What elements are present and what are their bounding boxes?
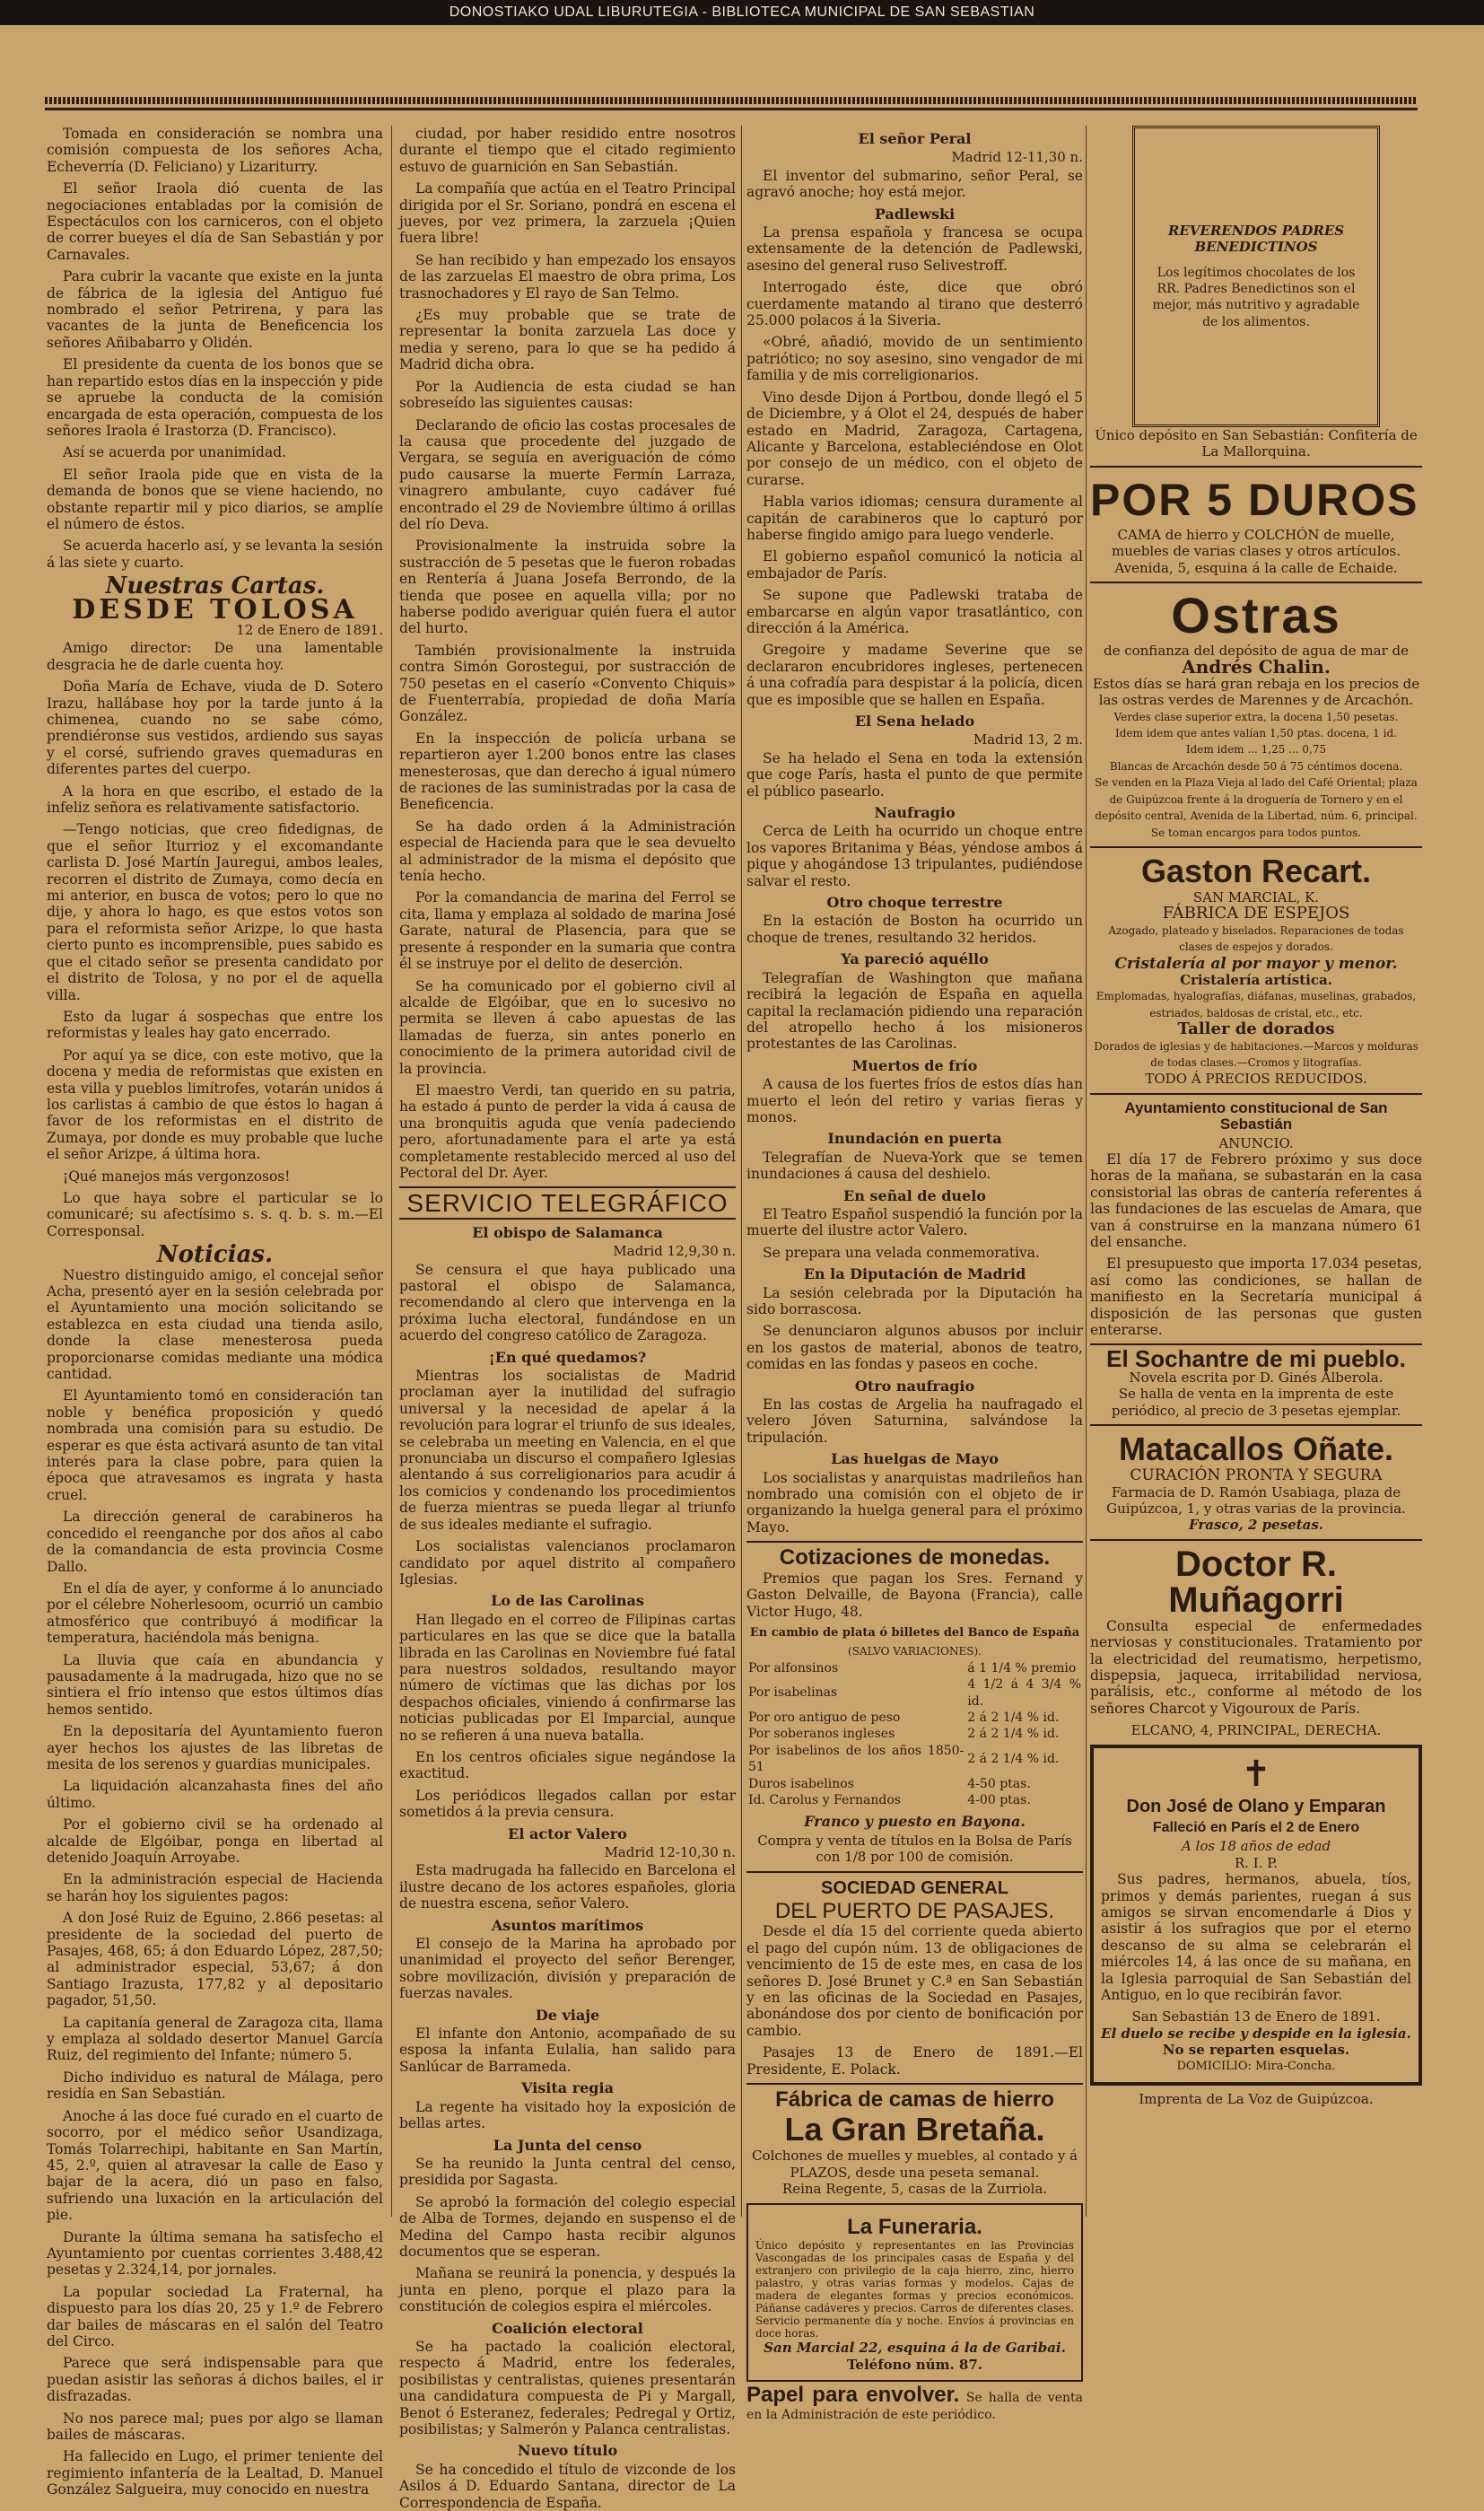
ad-title-puerto: DEL PUERTO DE PASAJES.	[774, 1899, 1055, 1923]
paragraph: A causa de los fuertes fríos de estos días han muerto el león del retiro y varias fieras y monos.	[746, 1076, 1083, 1125]
ad-subtitle: CURACIÓN PRONTA Y SEGURA	[1130, 1466, 1383, 1485]
paragraph: La prensa española y francesa se ocupa extensamente de la detención de Padlewski, asesino del general ruso Selivestroff.	[746, 224, 1083, 274]
paragraph: Pasajes 13 de Enero de 1891.—El Presidente, E. Polack.	[746, 2044, 1083, 2078]
table-row	[746, 1726, 1083, 1742]
paragraph: Por aquí ya se dice, con este motivo, que la docena y media de reformistas que existen en esta villa y pueblos limítrofes, votarán unidos á los carlistas á cambio de que éstos lo hagan á favor de los reformistas en el distrito de Zumaya, por donde es muy probable que luche el señor Arizpe, á última hora.	[47, 1046, 383, 1163]
paragraph: —Tengo noticias, que creo fidedignas, de que el señor Iturrioz y el excomandante carlista D. José Martín Jauregui, ambos leales, recorren el distrito de Zumaya, como decía en mi anterior, en busca de votos; pero lo que no dije, y ahora lo hago, es que estos votos son para el reformista señor Arizpe, lo que hasta cierto punto es incomprensible, pues sabido es que el citado señor se presenta candidato por el distrito de Tolosa, y no por el de aquella villa.	[47, 821, 383, 1003]
paragraph: Se acuerda hacerlo así, y se levanta la sesión á las siete y cuarto.	[47, 538, 383, 571]
ad-text: Dorados de iglesias y de habitaciones.—Marcos y molduras de todas clases.—Cromos y litografías.	[1094, 1039, 1419, 1069]
subheading: Nuevo título	[517, 2442, 618, 2460]
subheading: Otro choque terrestre	[826, 894, 1003, 912]
table-cell: 4 1/2 á 4 3/4 % id.	[967, 1677, 1081, 1709]
paragraph: La dirección general de carabineros ha concedido el reenganche por dos años al cabo de la comandancia de esta provincia Cosme Dallo.	[47, 1509, 383, 1575]
ad-phone: Teléfono núm. 87.	[846, 2356, 983, 2373]
paragraph: Esto da lugar á sospechas que entre los reformistas y leales hay gato encerrado.	[47, 1008, 383, 1042]
paragraph: Tomada en consideración se nombra una comisión compuesta de los señores Acha, Echeverría (D. Feliciano) y Lizariturry.	[47, 126, 383, 175]
paragraph: No nos parece mal; pues por algo se llaman bailes de máscaras.	[47, 2410, 383, 2443]
paragraph: En los centros oficiales sigue negándose la exactitud.	[399, 1748, 736, 1782]
divider	[746, 1541, 1083, 1543]
section-title-telegrafico: SERVICIO TELEGRÁFICO	[406, 1189, 729, 1218]
paragraph: Así se acuerda por unanimidad.	[63, 444, 287, 461]
obituary-rip: R. I. P.	[1234, 1854, 1279, 1871]
ad-subtitle: ANUNCIO.	[1218, 1134, 1294, 1151]
archive-header-text: DONOSTIAKO UDAL LIBURUTEGIA - BIBLIOTECA MUNICIPAL DE SAN SEBASTIAN	[449, 4, 1035, 20]
table-cell: Duros isabelinos	[748, 1776, 854, 1791]
subheading: Asuntos marítimos	[491, 1916, 644, 1934]
paragraph: A la hora en que escribo, el estado de la infeliz señora es relativamente satisfactorio.	[47, 783, 383, 817]
paragraph: Se supone que Padlewski trataba de embarcarse en algún vapor trasatlántico, con dirección á la América.	[746, 587, 1083, 636]
paragraph: El día 17 de Febrero próximo y sus doce horas de la mañana, se subastarán en la casa consistorial las obras de cantería referentes á las fundaciones de las escuelas de Amara, que van á construirse en la manzana número 61 del ensanche.	[1090, 1151, 1422, 1251]
subheading: De viaje	[535, 2006, 600, 2024]
paragraph: La liquidación alcanzahasta fines del año último.	[47, 1778, 383, 1811]
paragraph: La compañía que actúa en el Teatro Principal dirigida por el Sr. Soriano, pondrá en escena el jueves, por vez primera, la zarzuela ¡Quien fuera libre!	[399, 180, 736, 247]
column-1	[47, 126, 383, 2498]
ad-address: San Marcial 22, esquina á la de Garibai.	[764, 2340, 1066, 2357]
paragraph: ¿Es muy probable que se trate de representar la bonita zarzuela Las doce y media y sereno, para lo que se ha pedido á Madrid dicha obra.	[399, 307, 736, 373]
paragraph: La lluvia que caía en abundancia y pausadamente á la madrugada, hizo que no se sintiera el frío intenso que estos últimos días hemos sentido.	[47, 1651, 383, 1718]
paragraph: Para cubrir la vacante que existe en la junta de fábrica de la iglesia del Antiguo fué nombrado el señor Petrirena, y para las vacantes de la junta de Beneficencia los señores Añibabarro y Olidén.	[47, 268, 383, 351]
paragraph: Ha fallecido en Lugo, el primer teniente del regimiento infantería de la Lealtad, D. Manuel González Salgueira, muy conocido en nuestra	[47, 2448, 383, 2498]
column-divider	[1086, 126, 1087, 2217]
paragraph: Por el gobierno civil se ha ordenado al alcalde de Elgóibar, ponga en libertad al detenido Joaquín Arroyabe.	[47, 1816, 383, 1866]
obituary-date: San Sebastián 13 de Enero de 1891.	[1131, 2008, 1381, 2025]
divider	[1090, 1424, 1422, 1426]
subheading: En cambio de plata ó billetes del Banco de España	[749, 1625, 1080, 1640]
paragraph: Dicho individuo es natural de Málaga, pero residía en San Sebastián.	[47, 2069, 383, 2103]
ad-text: de confianza del depósito de agua de mar de	[1103, 643, 1410, 660]
paragraph: La sesión celebrada por la Diputación ha sido borrascosa.	[746, 1284, 1083, 1317]
paragraph: Mañana se reunirá la ponencia, y después la junta en pleno, porque el plazo para la constitución de colegios espira el miércoles.	[399, 2265, 736, 2315]
ad-price-row: Verdes clase superior extra, la docena 1,50 pesetas.	[1113, 710, 1399, 723]
ad-title-sociedad: SOCIEDAD GENERAL	[821, 1877, 1008, 1898]
subheading: Muertos de frío	[851, 1056, 978, 1074]
dateline: Madrid 12-10,30 n.	[604, 1844, 736, 1860]
paragraph: Se denunciaron algunos abusos por incluir en los gastos de material, abonos de teatro, comidas en las fondas y paseos en coche.	[746, 1323, 1083, 1373]
imprint: Imprenta de La Voz de Guipúzcoa.	[1139, 2091, 1374, 2108]
divider	[1090, 1093, 1422, 1095]
paragraph: Durante la última semana ha satisfecho el Ayuntamiento por cuentas corrientes 3.488,42 pesetas y 2.324,14, por jornales.	[47, 2228, 383, 2279]
paragraph: Telegrafían de Washington que mañana recibirá la legación de España en aquella capital la reclamación pidiendo una reparación del atropello hecho á los misioneros protestantes de las Carolinas.	[746, 969, 1083, 1053]
subheading: ¡En qué quedamos?	[488, 1348, 647, 1366]
paragraph: La regente ha visitado hoy la exposición de bellas artes.	[399, 2098, 736, 2132]
ad-text: Emplomadas, hyalografías, diáfanas, muselinas, grabados, estriados, baldosas de cristal, etc., etc.	[1096, 990, 1417, 1019]
paragraph: Sus padres, hermanos, abuela, tíos, primos y demás parientes, ruegan á sus amigos se sirvan encomendarle á Dios y asistir á los sufragios que por el eterno descanso de su alma se celebrarán el miércoles 14, á las once de su mañana, en la Iglesia parroquial de San Sebastián del Antiguo, en lo que recibirán favor.	[1101, 1871, 1411, 2004]
paragraph: El señor Iraola pide que en vista de la demanda de bonos que se viene haciendo, no obstante repartir mil y pico diarios, se amplíe el número de éstos.	[47, 466, 383, 532]
paragraph: En la depositaría del Ayuntamiento fueron ayer hechos los ajustes de las libretas de mesita de los serenos y guardias municipales.	[47, 1723, 383, 1772]
paragraph: A don José Ruiz de Eguino, 2.866 pesetas: al presidente de la sociedad del puerto de Pasajes, 468, 65; á don Eduardo López, 287,50; al administrador especial, 53,67; á don Santiago Irazusta, 177,82 y al depositario pagador, 51,50.	[47, 1910, 383, 2009]
ad-text: Único depósito y representantes en las Provincias Vascongadas de los principales casas de España y del extranjero con privilegio de la caja hierro, zinc, hierro palastro, y otras varias formas y modelos. Cajas de madera de elegantes formas y precios económicos. Páñanse cadáveres y precios. Carros de diferentes clases. Servicio permanente día y noche. Envíos á provincias en doce horas.	[755, 2239, 1074, 2340]
cross-icon: ✝	[1241, 1753, 1271, 1795]
paragraph: El presupuesto que importa 17.034 pesetas, así como las condiciones, se hallan de manifiesto en la Secretaría municipal á disposición de las personas que gusten enterarse.	[1090, 1256, 1422, 1339]
paragraph: En el día de ayer, y conforme á lo anunciado por el célebre Noherlesoom, ocurrió un cambio atmosférico que contribuyó á modificar la temperatura, haciéndola más benigna.	[47, 1579, 383, 1647]
ad-address: Avenida, 5, esquina á la calle de Echaide.	[1114, 559, 1398, 576]
paragraph: El Ayuntamiento tomó en consideración tan noble y benéfica proposición y quedó nombrada una comisión para su estudio. De esperar es que ésta activará asunto de tan vital interés para la clase pobre, para quien la época que atravesamos es ingrata y hasta cruel.	[47, 1387, 383, 1503]
ad-subtitle: FÁBRICA DE ESPEJOS	[1162, 904, 1350, 923]
paragraph: En las costas de Argelia ha naufragado el velero Jóven Saturnina, salvándose la tripulación.	[746, 1396, 1083, 1446]
table-row	[746, 1743, 1083, 1776]
ad-title-ayuntamiento: Ayuntamiento constitucional de San Sebastián	[1124, 1098, 1388, 1133]
paragraph: Se censura el que haya publicado una pastoral el obispo de Salamanca, recomendando al clero que intervenga en la próxima lucha electoral, fundándose en un acuerdo del congreso católico de Zaragoza.	[399, 1261, 736, 1344]
subheading: Inundación en puerta	[827, 1130, 1002, 1148]
ad-price-row: Idem idem que antes valían 1,50 ptas. docena, 1 id.	[1115, 727, 1397, 740]
ad-text: Farmacia de D. Ramón Usabiaga, plaza de Guipúzcoa, 1, y otras varias de la provincia.	[1106, 1483, 1406, 1517]
ad-text: TODO Á PRECIOS REDUCIDOS.	[1145, 1071, 1367, 1088]
subheading: Ya pareció aquéllo	[841, 950, 989, 968]
paragraph: Se ha pactado la coalición electoral, respecto á Madrid, entre los federales, posibilistas y centralistas, quienes presentarán una candidatura compuesta de Pi y Margall, Benot ó Esteranez, federales; Pedregal y Ortiz, posibilistas; y Salmerón y Palanca centralistas.	[399, 2338, 736, 2437]
column-2	[399, 126, 736, 2511]
subheading: Naufragio	[874, 804, 956, 822]
section-title-cotizaciones: Cotizaciones de monedas.	[779, 1545, 1051, 1570]
obituary-note: No se reparten esquelas.	[1162, 2042, 1350, 2059]
table-cell: Por isabelinos de los años 1850-51	[748, 1743, 965, 1775]
divider	[746, 1871, 1083, 1873]
ad-price-row: Blancas de Arcachón desde 50 á 75 céntimos docena.	[1109, 759, 1403, 773]
column-4	[1090, 126, 1422, 2217]
divider	[746, 2083, 1083, 2085]
paragraph: Provisionalmente la instruida sobre la sustracción de 5 pesetas que le fueron robadas en Rentería á Juana Josefa Berrondo, de la tienda que posee en aquella villa; por no haberse podido averiguar quién fuera el autor del hurto.	[399, 538, 736, 637]
table-cell: 4-00 ptas.	[967, 1792, 1031, 1807]
paragraph: Interrogado éste, dice que obró cuerdamente matando al tirano que desterró 25.000 polacos á la Siveria.	[746, 279, 1083, 329]
paragraph: ¡Qué manejos más vergonzosos!	[63, 1168, 291, 1185]
exchange-table	[746, 1660, 1083, 1809]
ad-title-funeraria: La Funeraria.	[847, 2214, 982, 2239]
paragraph: Los socialistas valencianos proclamaron candidato por aquel distrito al compañero Iglesias.	[399, 1538, 736, 1588]
paragraph: En la estación de Boston ha ocurrido un choque de trenes, resultando 32 heridos.	[746, 913, 1083, 946]
ad-price: Frasco, 2 pesetas.	[1188, 1517, 1324, 1534]
paragraph: Nuestro distinguido amigo, el concejal señor Acha, presentó ayer en la sesión celebrada por el Ayuntamiento una moción solicitando se establezca en esta ciudad una tienda asilo, donde la clase menesterosa pueda proporcionarse comidas mediante una módica cantidad.	[47, 1266, 383, 1383]
section-title-tolosa: DESDE TOLOSA	[72, 593, 358, 626]
ad-title-papel: Papel para envolver.	[746, 2382, 960, 2407]
divider	[1090, 846, 1422, 848]
ad-title-sochantre: El Sochantre de mi pueblo.	[1106, 1345, 1406, 1373]
paragraph: También provisionalmente la instruida contra Simón Gorostegui, por sustracción de 750 pesetas en el caserío «Convento Chiquis» de Fuenterrabía, propiedad de doña María González.	[399, 642, 736, 725]
paragraph: El presidente da cuenta de los bonos que se han repartido estos días en la inspección y pide se apruebe la conducta de la comisión encargada de esta operación, compuesta de los señores Iraola é Irastorza (D. Francisco).	[47, 356, 383, 439]
obituary	[1090, 1745, 1422, 2087]
subheading: El obispo de Salamanca	[472, 1223, 663, 1241]
subheading: Franco y puesto en Bayona.	[804, 1813, 1026, 1831]
ad-title-ostras: Ostras	[1171, 587, 1341, 644]
section-title-cartas: Nuestras Cartas.	[105, 573, 325, 600]
ad-subtitle: Cristalería al por mayor y menor.	[1114, 954, 1398, 973]
column-divider	[741, 126, 742, 2217]
ad-subtitle: Taller de dorados	[1177, 1019, 1335, 1039]
table-cell: Id. Carolus y Fernandos	[748, 1792, 901, 1807]
table-cell: Por alfonsinos	[748, 1660, 839, 1675]
section-title-noticias: Noticias.	[156, 1241, 274, 1269]
table-row	[746, 1792, 1083, 1808]
dateline: 12 de Enero de 1891.	[236, 621, 383, 638]
obituary-address: DOMICILIO: Mira-Concha.	[1176, 2059, 1336, 2073]
ad-text: Colchones de muelles y muebles, al contado y á PLAZOS, desde una peseta semanal.	[751, 2148, 1078, 2181]
paragraph: Habla varios idiomas; censura duramente al capitán de carabineros que lo capturó por haberse fingido amigo para luego venderle.	[746, 494, 1083, 543]
paragraph: Se ha concedido el título de vizconde de los Asilos á D. Eduardo Santana, director de La Correspondencia de España.	[399, 2461, 736, 2511]
paragraph: ciudad, por haber residido entre nosotros durante el tiempo que el citado regimiento estuvo de guarnición en San Sebastián.	[399, 126, 736, 175]
ad-benedictinos	[1132, 126, 1380, 427]
paragraph: Se ha helado el Sena en toda la extensión que coge París, hasta el punto de que permite el público pasearlo.	[746, 749, 1083, 800]
dateline: Madrid 12-11,30 n.	[951, 149, 1083, 166]
subheading: Coalición electoral	[492, 2319, 643, 2337]
ad-subtitle: Cristalería artística.	[1180, 971, 1332, 988]
paragraph: Se ha dado orden á la Administración especial de Hacienda para que le sea devuelto al administrador de la misma el depósito que tenía hecho.	[399, 818, 736, 885]
divider	[399, 1218, 736, 1220]
paragraph: Se ha reunido la Junta central del censo, presidida por Sagasta.	[399, 2155, 736, 2189]
table-cell: 2 á 2 1/4 % id.	[967, 1710, 1060, 1725]
paragraph: El Teatro Español suspendió la función por la muerte del ilustre actor Valero.	[746, 1205, 1083, 1239]
paragraph: Declarando de oficio las costas procesales de la causa que procedente del juzgado de Vergara, se seguía en averiguación de cómo pudo causarse la muerte Fermín Larraza, vinagrero ambulante, cuyo cadáver fué encontrado el 29 de Noviembre último á orillas del río Deva.	[399, 416, 736, 532]
table-cell: 2 á 2 1/4 % id.	[967, 1727, 1060, 1742]
subheading: La Junta del censo	[493, 2136, 642, 2154]
paragraph: Premios que pagan los Sres. Fernand y Gaston Delvaille, de Bayona (Francia), calle Victor Hugo, 48.	[746, 1570, 1083, 1620]
paragraph: Han llegado en el correo de Filipinas cartas particulares en las que se dice que la batalla librada en las Carolinas en Noviembre fué fatal para nuestros soldados, resultando mayor número de víctimas que las dichas por los despachos oficiales, viniendo á confirmarse las noticias publicadas por El Imparcial, aunque no se refieren á una nueva batalla.	[399, 1611, 736, 1744]
ad-text: Se halla de venta en la Administración de este periódico.	[746, 2390, 1083, 2423]
masthead-rule-thin	[45, 108, 1418, 110]
paragraph: El gobierno español comunicó la noticia al embajador de París.	[746, 548, 1083, 582]
ad-address: ELCANO, 4, PRINCIPAL, DERECHA.	[1130, 1722, 1382, 1739]
ad-price-row: Idem idem ... 1,25 ... 0,75	[1185, 743, 1327, 757]
ad-text: Estos días se hará gran rebaja en los precios de las ostras verdes de Marennes y de Arcachón.	[1092, 675, 1420, 709]
ad-text: Compra y venta de títulos en la Bolsa de París con 1/8 por 100 de comisión.	[757, 1832, 1072, 1866]
paragraph: Parece que será indispensable para que puedan asistir las señoras á dichos bailes, el ir disfrazadas.	[47, 2355, 383, 2405]
ad-text: Azogado, plateado y biselados. Reparaciones de todas clases de espejos y dorados.	[1108, 923, 1404, 954]
archive-header	[0, 0, 1484, 25]
paragraph: El infante don Antonio, acompañado de su esposa la infanta Eulalia, han salido para Sanlúcar de Barrameda.	[399, 2025, 736, 2075]
column-3	[746, 126, 1083, 2423]
subheading: Otro naufragio	[854, 1377, 975, 1395]
table-row	[746, 1710, 1083, 1726]
ad-title-matacallos: Matacallos Oñate.	[1118, 1430, 1394, 1468]
subheading: En la Diputación de Madrid	[803, 1265, 1026, 1283]
table-cell: 2 á 2 1/4 % id.	[967, 1751, 1060, 1766]
divider	[1090, 466, 1422, 468]
paragraph: Se prepara una velada conmemorativa.	[763, 1244, 1040, 1261]
dateline: Madrid 12,9,30 n.	[613, 1243, 736, 1260]
subheading: El actor Valero	[508, 1824, 627, 1842]
ad-address: SAN MARCIAL, K.	[1192, 888, 1320, 906]
ad-title-doctor: Doctor R. Muñagorri	[1168, 1544, 1344, 1620]
divider	[399, 1186, 736, 1188]
table-cell: á 1 1/4 % premio	[967, 1660, 1077, 1675]
ad-text: Los legítimos chocolates de los RR. Padres Benedictinos son el mejor, más nutritivo y agradable de los alimentos.	[1152, 265, 1360, 329]
ad-text: Novela escrita por D. Ginés Alberola.	[1129, 1369, 1384, 1386]
table-cell: 4-50 ptas.	[967, 1776, 1031, 1791]
ad-title-gaston: Gaston Recart.	[1140, 852, 1372, 889]
ad-text: CAMA de hierro y COLCHÓN de muelle, muebles de varias clases y otros artículos.	[1112, 526, 1401, 560]
subheading: Padlewski	[874, 205, 956, 223]
table-cell: Por isabelinas	[748, 1685, 838, 1701]
obituary-note: El duelo se recibe y despide en la iglesia.	[1101, 2025, 1411, 2042]
paragraph: Desde el día 15 del corriente queda abierto el pago del cupón núm. 13 de obligaciones de vencimiento de 15 de este mes, en casa de los señores D. José Brunet y C.ª en San Sebastián y en las oficinas de la Sociedad en Pasajes, abonándose dos por ciento de bonificación por cambio.	[746, 1923, 1083, 2039]
paragraph: Doña María de Echave, viuda de D. Sotero Irazu, hallábase hoy por la tarde junto á la chimenea, cuando no se sabe cómo, prendiéronse sus vestidos, ardiendo sus sayas y el corsé, sufriendo graves quemaduras en diferentes partes del cuerpo.	[47, 678, 383, 778]
paragraph: Anoche á las doce fué curado en el cuarto de socorro, por el médico señor Usandizaga, Tomás Tolarrechipi, habitante en San Martín, 45, 2.º, quien al atravesar la calle de Easo y bajar de la acera, dió un paso en falso, sufriendo una luxación en la articulación del pie.	[47, 2107, 383, 2224]
subheading: Lo de las Carolinas	[491, 1592, 644, 1610]
paragraph: El maestro Verdi, tan querido en su patria, ha estado á punto de perder la vida á causa de una bronquitis aguda que venía padeciendo pero, afortunadamente para el arte ya está completamente restablecido merced al uso del Pectoral del Dr. Ayer.	[399, 1081, 736, 1181]
ad-title-duros: POR 5 DUROS	[1090, 474, 1419, 525]
paragraph: Vino desde Dijon á Portbou, donde llegó el 5 de Diciembre, y á Olot el 24, después de haber estado en Madrid, Zaragoza, Cartagena, Alicante y Barcelona, estableciéndose en Olot por consejo de un médico, con el objeto de curarse.	[746, 389, 1083, 488]
table-cell: Por soberanos ingleses	[748, 1727, 895, 1742]
paragraph: Gregoire y madame Severine que se declararon encubridores ingleses, pertenecen á una cofradía para despistar á la policía, dicen que es imposible que se hallen en España.	[746, 642, 1083, 708]
obituary-age: A los 18 años de edad	[1181, 1838, 1331, 1855]
ad-text: Se halla de venta en la imprenta de este periódico, al precio de 3 pesetas ejemplar.	[1111, 1386, 1401, 1419]
obituary-subtitle: Falleció en París el 2 de Enero	[1152, 1819, 1360, 1835]
ad-title-gran-bretana: La Gran Bretaña.	[784, 2111, 1045, 2148]
paragraph: Esta madrugada ha fallecido en Barcelona el ilustre decano de los actores españoles, gloria de nuestra escena, señor Valero.	[399, 1862, 736, 1912]
paragraph: Se ha comunicado por el gobierno civil al alcalde de Elgóibar, que en lo sucesivo no permita se lleven á cabo apuestas de las llamadas de fuerza, sin antes ponerlo en conocimiento de la primera autoridad civil de la provincia.	[399, 977, 736, 1077]
paragraph: En la inspección de policía urbana se repartieron ayer 1.200 bonos entre las clases menesterosas, que dan derecho á igual número de raciones de las suministradas por la casa de Beneficencia.	[399, 730, 736, 813]
subheading: Visita regia	[521, 2079, 614, 2097]
table-row	[746, 1676, 1083, 1710]
subheading: En señal de duelo	[843, 1186, 986, 1204]
ad-title-benedictinos: REVERENDOS PADRES BENEDICTINOS	[1167, 222, 1345, 256]
subheading: El señor Peral	[858, 130, 972, 147]
ad-funeraria	[746, 2203, 1083, 2382]
column-divider	[391, 126, 392, 2217]
table-row	[746, 1776, 1083, 1792]
subheading: Las huelgas de Mayo	[831, 1450, 999, 1468]
ad-text: Reina Regente, 5, casas de la Zurriola.	[781, 2181, 1048, 2198]
subheading: (SALVO VARIACIONES).	[848, 1645, 982, 1658]
paragraph: Telegrafían de Nueva-York que se temen inundaciones á causa del deshielo.	[746, 1149, 1083, 1183]
paragraph: Los periódicos llegados callan por estar sometidos á la previa censura.	[399, 1787, 736, 1821]
paragraph: En la administración especial de Hacienda se harán hoy los siguientes pagos:	[47, 1871, 383, 1904]
paragraph: Mientras los socialistas de Madrid proclaman ayer la inutilidad del sufragio universal y la necesidad de apelar á la revolución para lograr el triunfo de sus ideales, se celebraba un meeting en Valencia, en el que pronunciaba un discurso el compañero Iglesias alentando á sus correligionarios para acudir á los comicios y condenando los procedimientos de fuerza mientras se pueda llegar al triunfo de sus ideales mediante el sufragio.	[399, 1368, 736, 1533]
paragraph: El señor Iraola dió cuenta de las negociaciones entabladas por la comisión de Espectáculos con los carniceros, con el objeto de correr bueyes el día de San Sebastián y por Carnavales.	[47, 180, 383, 263]
paragraph: Amigo director: De una lamentable desgracia he de darle cuenta hoy.	[47, 640, 383, 673]
paragraph: La popular sociedad La Fraternal, ha dispuesto para los días 20, 25 y 1.º de Febrero dar bailes de máscaras en el salón del Teatro del Circo.	[47, 2283, 383, 2349]
masthead-rule	[45, 97, 1418, 104]
subheading: El Sena helado	[854, 713, 975, 730]
paragraph: Consulta especial de enfermedades nerviosas y constitucionales. Tratamiento por la electricidad del reumatismo, herpetismo, dispepsia, jaqueca, irritabilidad nerviosa, parálisis, etc., conforme al método de los señores Charcot y Vigouroux de París.	[1090, 1617, 1422, 1717]
paragraph: Por la Audiencia de esta ciudad se han sobreseído las siguientes causas:	[399, 378, 736, 412]
paragraph: Se han recibido y han empezado los ensayos de las zarzuelas El maestro de obra prima, Los trasnochadores y El rayo de San Telmo.	[399, 251, 736, 302]
paragraph: La capitanía general de Zaragoza cita, llama y emplaza al soldado desertor Manuel García Ruiz, del regimiento del Infante; número 5.	[47, 2014, 383, 2064]
paragraph: Lo que haya sobre el particular se lo comunicaré; su afectísimo s. s. q. b. s. m.—El Corresponsal.	[47, 1189, 383, 1239]
table-row	[746, 1660, 1083, 1676]
ad-caption: Único depósito en San Sebastián: Confitería de La Mallorquina.	[1095, 427, 1418, 460]
ad-text: Se venden en la Plaza Vieja al lado del Café Oriental; plaza de Guipúzcoa frente á la droguería de Tornero y en el depósito central, Avenida de la Libertad, núm. 6, principal. Se toman encargos para todos puntos.	[1095, 776, 1418, 839]
paragraph: El consejo de la Marina ha aprobado por unanimidad el proyecto del señor Berenger, sobre movilización, división y preparación de fuerzas navales.	[399, 1936, 736, 2002]
ad-title-fabrica: Fábrica de camas de hierro	[775, 2087, 1054, 2113]
paragraph: Cerca de Leith ha ocurrido un choque entre los vapores Britanima y Béas, yéndose ambos á pique y ahogándose 13 tripulantes, pudiéndose salvar el resto.	[746, 823, 1083, 889]
paragraph: Se aprobó la formación del colegio especial de Alba de Tormes, dejando en suspenso el de Medina del Campo hasta recibir algunos documentos que se esperan.	[399, 2193, 736, 2260]
divider	[1090, 582, 1422, 583]
paragraph: Los socialistas y anarquistas madrileños han nombrado una comisión con el objeto de ir organizando la huelga general para el próximo Mayo.	[746, 1469, 1083, 1535]
table-cell: Por oro antiguo de peso	[748, 1710, 901, 1725]
paragraph: «Obré, añadió, movido de un sentimiento patriótico; no soy asesino, sino vengador de mi familia y de mis correligionarios.	[746, 334, 1083, 384]
paragraph: El inventor del submarino, señor Peral, se agravó anoche; hoy está mejor.	[746, 167, 1083, 201]
divider	[1090, 1539, 1422, 1541]
obituary-name: Don José de Olano y Emparan	[1126, 1796, 1386, 1816]
ad-name: Andrés Chalin.	[1182, 656, 1331, 678]
dateline: Madrid 13, 2 m.	[973, 731, 1083, 748]
paragraph: Por la comandancia de marina del Ferrol se cita, llama y emplaza al soldado de marina José Garate, natural de Plasencia, para que se presente á responder en la sumaria que contra él se instruye por el delito de deserción.	[399, 889, 736, 973]
